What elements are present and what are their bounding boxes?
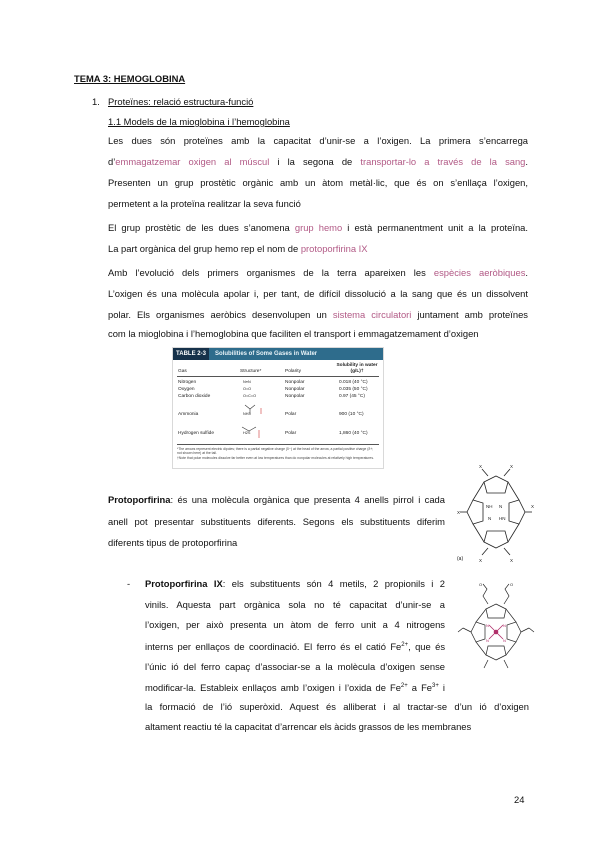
svg-text:N: N bbox=[486, 638, 489, 643]
table-footnote: †Note that polar molecules dissolve far better even at low temperatures than do nonpolar molecules at relatively high temperatures. bbox=[177, 456, 374, 460]
svg-text:X: X bbox=[531, 504, 535, 509]
gas-solubility-table bbox=[172, 347, 384, 469]
bullet-line-6: modificar-la. Estableix enllaços amb l’oxigen i l’oxida de $Fe^{2+}$ a $Fe^{3+}$ i bbox=[145, 682, 445, 694]
svg-text:O: O bbox=[510, 582, 514, 587]
svg-text:N: N bbox=[486, 623, 489, 628]
table-row-solubility: 1,860 (40 °C) bbox=[339, 431, 368, 436]
section-heading: Proteïnes: relació estructura-funció bbox=[108, 96, 254, 107]
paragraph-3-line-1: Amb l’evolució dels primers organismes de la terra apareixen les espècies aeròbiques. bbox=[108, 267, 528, 278]
svg-text:X: X bbox=[457, 510, 461, 515]
table-row-structure: H2S bbox=[243, 431, 251, 435]
table-label: TABLE 2-3 bbox=[173, 348, 209, 360]
table-row-solubility: 0.018 (40 °C) bbox=[339, 380, 368, 385]
bullet-line-7: la formació de l’ió superòxid. Aquest és alliberat i al tractar-se d’un ió d’oxigen bbox=[145, 701, 529, 712]
table-col-structure: Structure* bbox=[240, 369, 262, 374]
svg-text:X: X bbox=[510, 464, 514, 469]
paragraph-1-line-4: permetent a la proteïna realitzar la seva funció bbox=[108, 198, 301, 209]
paragraph-2-line-1: El grup prostètic de les dues s’anomena grup hemo i està permanentment unit a la proteïna. bbox=[108, 222, 528, 233]
term-protoporphyrin: Protoporfirina bbox=[108, 494, 171, 505]
porphyrin-ring-diagram bbox=[455, 462, 537, 564]
table-row-polarity: Nonpolar bbox=[285, 380, 305, 385]
heme-molecule-diagram bbox=[455, 582, 537, 674]
svg-text:HN: HN bbox=[499, 516, 506, 521]
paragraph-1-line-3: Presenten un grup prostètic orgànic amb un àtom metàl·lic, que és on s’enllaça l’oxigen, bbox=[108, 177, 528, 188]
highlight-transport-oxygen: transportar-lo a través de la sang bbox=[360, 156, 526, 167]
svg-text:X: X bbox=[510, 558, 514, 563]
term-protoporphyrin-ix: Protoporfirina IX bbox=[145, 578, 223, 589]
table-header-bar bbox=[173, 348, 383, 360]
svg-text:N: N bbox=[488, 516, 492, 521]
highlight-store-oxygen: emmagatzemar oxigen al múscul bbox=[115, 156, 270, 167]
table-row-solubility: 0.97 (45 °C) bbox=[339, 394, 365, 399]
section-number: 1. bbox=[92, 96, 100, 107]
paragraph-3-line-3: polar. Els organismes aeròbics desenvolupen un sistema circulatori juntament amb proteïnes bbox=[108, 309, 528, 320]
table-footnote: *The arrows represent electric dipoles; there is a partial negative charge (δ−) at the head of the arrow, a partial positive charge (δ+; not shown here) at the tail. bbox=[177, 447, 374, 455]
svg-text:N: N bbox=[503, 638, 506, 643]
table-row-polarity: Polar bbox=[285, 412, 297, 417]
svg-text:N: N bbox=[499, 504, 503, 509]
svg-text:X: X bbox=[479, 464, 483, 469]
table-col-solubility: Solubility in water (g/L)† bbox=[336, 363, 378, 374]
svg-text:NH: NH bbox=[486, 504, 493, 509]
table-row-solubility: 0.035 (50 °C) bbox=[339, 387, 368, 392]
paragraph-1-line-2: d’emmagatzemar oxigen al múscul i la segona de transportar-lo a través de la sang. bbox=[108, 156, 529, 167]
table-row-polarity: Polar bbox=[285, 431, 297, 436]
paragraph-1-line-1: Les dues són proteïnes amb la capacitat d’unir-se a l’oxigen. La primera s’encarrega bbox=[108, 135, 528, 146]
protoporphyrin-line-2: anell pot presentar substituents diferents. Segons els substituents diferim bbox=[108, 516, 445, 527]
table-row-polarity: Nonpolar bbox=[285, 387, 305, 392]
paragraph-3-line-4: com la mioglobina i l’hemoglobina que faciliten el transport i emmagatzemament d’oxigen bbox=[108, 328, 479, 339]
bullet-line-4: interns per enllaços de coordinació. El ferro és el catió $Fe^{2+}$, que és bbox=[145, 641, 446, 653]
table-row-gas: Nitrogen bbox=[178, 380, 197, 385]
page-number: 24 bbox=[514, 794, 525, 805]
table-row-gas: Hydrogen sulfide bbox=[178, 431, 214, 436]
protoporphyrin-line-1: Protoporfirina: és una molècula orgànica que presenta 4 anells pirrol i cada bbox=[108, 494, 445, 505]
paragraph-3-line-2: L’oxigen és una molècula apolar i, per tant, de difícil dissolució a la sang que és un dissolvent bbox=[108, 288, 528, 299]
table-row-solubility: 900 (10 °C) bbox=[339, 412, 364, 417]
molecule-structures-icon bbox=[233, 400, 267, 442]
table-col-gas: Gas bbox=[178, 369, 187, 374]
svg-text:O: O bbox=[479, 582, 483, 587]
bullet-line-3: l’oxigen, per això presenta un àtom de ferro unit a 4 nitrogens bbox=[145, 619, 445, 630]
table-col-polarity: Polarity bbox=[285, 369, 301, 374]
bullet-line-8: altament reactiu té la capacitat d’arrencar els àcids grassos de les membranes bbox=[145, 721, 472, 732]
page-title: TEMA 3: HEMOGLOBINA bbox=[74, 73, 186, 84]
bullet-line-1: Protoporfirina IX: els substituents són 4 metils, 2 propionils i 2 bbox=[145, 578, 445, 589]
table-title: Solubilities of Some Gases in Water bbox=[215, 351, 318, 357]
table-row-structure: O=O bbox=[243, 387, 252, 391]
table-row-polarity: Nonpolar bbox=[285, 394, 305, 399]
table-row-gas: Ammonia bbox=[178, 412, 199, 417]
svg-text:N: N bbox=[503, 623, 506, 628]
highlight-heme-group: grup hemo bbox=[294, 222, 343, 233]
highlight-protoporphyrin: protoporfirina IX bbox=[300, 243, 368, 254]
paragraph-2-line-2: La part orgànica del grup hemo rep el nom de protoporfirina IX bbox=[108, 243, 368, 254]
table-row-gas: Carbon dioxide bbox=[178, 394, 211, 399]
table-row-structure: O=C=O bbox=[243, 394, 257, 398]
bullet-line-5: l’únic ió del ferro capaç d’associar-se a la molècula d’oxigen sense bbox=[145, 661, 445, 672]
figure-label: (a) bbox=[457, 556, 464, 562]
protoporphyrin-line-3: diferents tipus de protoporfirina bbox=[108, 537, 238, 548]
table-row-gas: Oxygen bbox=[178, 387, 195, 392]
table-row-structure: NH3 bbox=[243, 412, 251, 416]
bullet-line-2: vinils. Aquesta part orgànica sola no té capacitat d’unir-se a bbox=[145, 599, 445, 610]
bullet-dash: - bbox=[127, 578, 131, 589]
svg-text:X: X bbox=[479, 558, 483, 563]
highlight-circulatory-system: sistema circulatori bbox=[332, 309, 412, 320]
subsection-heading: 1.1 Models de la mioglobina i l’hemoglobina bbox=[108, 116, 290, 127]
highlight-aerobic-species: espècies aeròbiques bbox=[433, 267, 526, 278]
table-row-structure: N≡N bbox=[243, 380, 251, 384]
